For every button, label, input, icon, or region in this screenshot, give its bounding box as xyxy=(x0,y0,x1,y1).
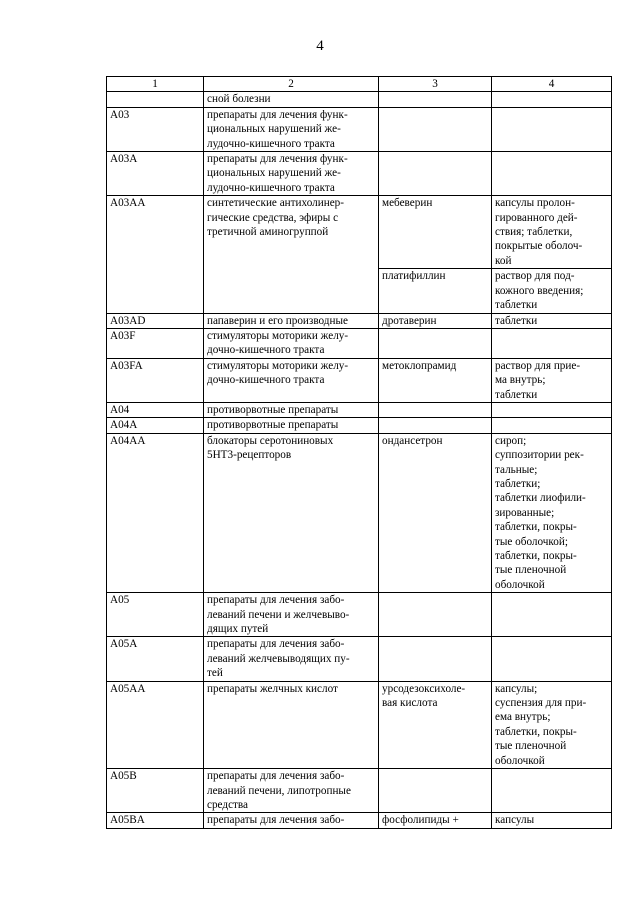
table-header-row xyxy=(107,77,612,92)
dosage-form-cell: сироп; суппозитории рек- тальные; таблетки; таблетки лиофили- зированные; таблетки, покры- тые оболочкой; таблетки, покры- тые пленочной оболочкой xyxy=(492,433,612,592)
atc-code-cell: A04AA xyxy=(107,433,204,592)
dosage-form-cell: раствор для под- кожного введения; таблетки xyxy=(492,269,612,313)
group-name-cell: сной болезни xyxy=(204,92,379,107)
dosage-form-cell xyxy=(492,402,612,417)
table-row xyxy=(107,593,612,637)
group-name-cell: препараты для лечения забо- леваний печени, липотропные средства xyxy=(204,769,379,813)
inn-cell xyxy=(379,769,492,813)
table-row xyxy=(107,402,612,417)
inn-cell: фосфолипиды + xyxy=(379,813,492,828)
atc-code-cell: A04A xyxy=(107,418,204,433)
table-row xyxy=(107,196,612,269)
dosage-form-cell xyxy=(492,328,612,358)
inn-cell: мебеверин xyxy=(379,196,492,269)
dosage-form-cell: капсулы пролон- гированного дей- ствия; таблетки, покрытые оболоч- кой xyxy=(492,196,612,269)
dosage-form-cell xyxy=(492,92,612,107)
table-row xyxy=(107,418,612,433)
table-row xyxy=(107,681,612,768)
group-name-cell: блокаторы серотониновых 5HT3-рецепторов xyxy=(204,433,379,592)
inn-cell xyxy=(379,152,492,196)
group-name-cell: противорвотные препараты xyxy=(204,402,379,417)
inn-cell: урсодезоксихоле- вая кислота xyxy=(379,681,492,768)
group-name-cell: препараты для лечения функ- циональных нарушений же- лудочно-кишечного тракта xyxy=(204,152,379,196)
atc-code-cell: A05AA xyxy=(107,681,204,768)
dosage-form-cell xyxy=(492,418,612,433)
inn-cell: платифиллин xyxy=(379,269,492,313)
atc-code-cell: A05BA xyxy=(107,813,204,828)
inn-cell: дротаверин xyxy=(379,313,492,328)
atc-code-cell: A04 xyxy=(107,402,204,417)
inn-cell xyxy=(379,92,492,107)
column-header-2: 2 xyxy=(204,77,379,92)
dosage-form-cell xyxy=(492,637,612,681)
group-name-cell: препараты для лечения забо- леваний печени и желчевыво- дящих путей xyxy=(204,593,379,637)
table-row xyxy=(107,152,612,196)
dosage-form-cell xyxy=(492,593,612,637)
table-row xyxy=(107,107,612,151)
group-name-cell: синтетические антихолинер- гические средства, эфиры с третичной аминогруппой xyxy=(204,196,379,313)
column-header-4: 4 xyxy=(492,77,612,92)
table-row xyxy=(107,637,612,681)
atc-code-cell: A03F xyxy=(107,328,204,358)
group-name-cell: препараты для лечения забо- леваний желчевыводящих пу- тей xyxy=(204,637,379,681)
group-name-cell: препараты желчных кислот xyxy=(204,681,379,768)
atc-code-cell xyxy=(107,92,204,107)
table-row xyxy=(107,813,612,828)
group-name-cell: препараты для лечения функ- циональных нарушений же- лудочно-кишечного тракта xyxy=(204,107,379,151)
table-row xyxy=(107,313,612,328)
group-name-cell: противорвотные препараты xyxy=(204,418,379,433)
atc-code-cell: A03AD xyxy=(107,313,204,328)
dosage-form-cell xyxy=(492,107,612,151)
drug-table xyxy=(106,76,612,829)
atc-code-cell: A03AA xyxy=(107,196,204,313)
inn-cell xyxy=(379,593,492,637)
inn-cell xyxy=(379,328,492,358)
atc-code-cell: A05 xyxy=(107,593,204,637)
dosage-form-cell xyxy=(492,152,612,196)
dosage-form-cell xyxy=(492,769,612,813)
inn-cell xyxy=(379,637,492,681)
group-name-cell: стимуляторы моторики желу- дочно-кишечного тракта xyxy=(204,358,379,402)
group-name-cell: папаверин и его производные xyxy=(204,313,379,328)
group-name-cell: стимуляторы моторики желу- дочно-кишечного тракта xyxy=(204,328,379,358)
inn-cell xyxy=(379,418,492,433)
atc-code-cell: A05A xyxy=(107,637,204,681)
page-number: 4 xyxy=(316,38,324,54)
group-name-cell: препараты для лечения забо- xyxy=(204,813,379,828)
column-header-1: 1 xyxy=(107,77,204,92)
column-header-3: 3 xyxy=(379,77,492,92)
atc-code-cell: A03A xyxy=(107,152,204,196)
inn-cell xyxy=(379,107,492,151)
inn-cell: ондансетрон xyxy=(379,433,492,592)
atc-code-cell: A03FA xyxy=(107,358,204,402)
table-row xyxy=(107,328,612,358)
atc-code-cell: A05B xyxy=(107,769,204,813)
dosage-form-cell: раствор для прие- ма внутрь; таблетки xyxy=(492,358,612,402)
inn-cell xyxy=(379,402,492,417)
table-row xyxy=(107,92,612,107)
table-row xyxy=(107,358,612,402)
table-row xyxy=(107,769,612,813)
inn-cell: метоклопрамид xyxy=(379,358,492,402)
dosage-form-cell: таблетки xyxy=(492,313,612,328)
dosage-form-cell: капсулы xyxy=(492,813,612,828)
table-row xyxy=(107,433,612,592)
dosage-form-cell: капсулы; суспензия для при- ема внутрь; таблетки, покры- тые пленочной оболочкой xyxy=(492,681,612,768)
atc-code-cell: A03 xyxy=(107,107,204,151)
